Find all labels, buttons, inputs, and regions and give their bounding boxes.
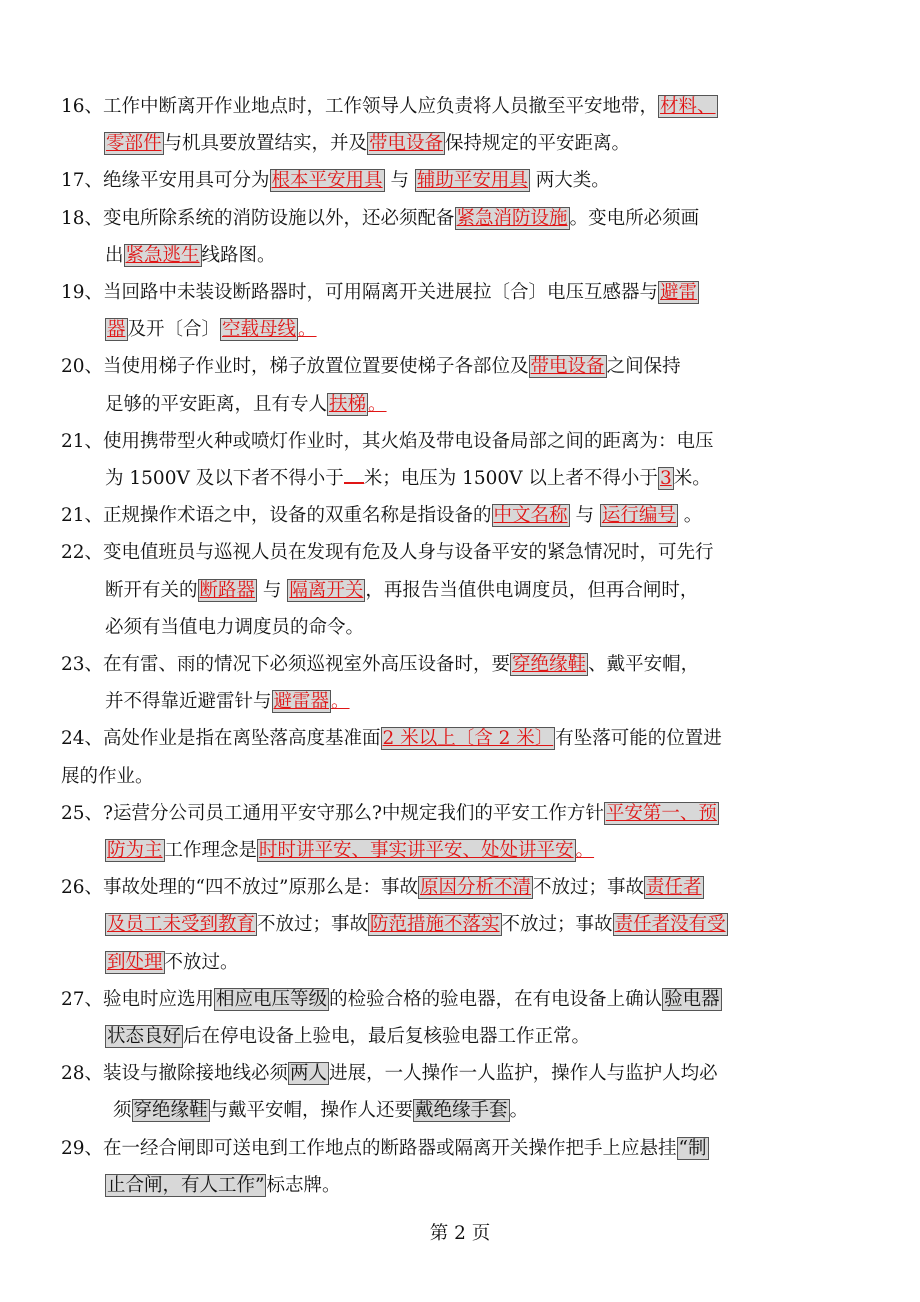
question-text: 17、绝缘平安用具可分为 [61, 170, 270, 192]
question-text: 。 [368, 393, 387, 415]
answer-box[interactable]: 断路器 [199, 579, 256, 601]
question-text: 16、工作中断离开作业地点时，工作领导人应负责将人员撤至平安地带， [61, 96, 659, 117]
answer-box[interactable]: 隔离开关 [289, 579, 364, 601]
answer-box[interactable]: 避雷 [660, 282, 698, 304]
question-text: 须 [113, 1100, 132, 1122]
answer-box[interactable]: 紧急逃生 [125, 244, 200, 266]
question-25-line2 [61, 832, 833, 869]
answer-box[interactable]: 止合闸，有人工作” [107, 1174, 265, 1196]
answer-box[interactable]: 运行编号 [601, 505, 676, 527]
question-text: 展的作业。 [61, 765, 154, 787]
question-21a [61, 423, 833, 460]
answer-box[interactable]: 材料、 [660, 96, 716, 117]
answer-box[interactable]: 穿绝缘鞋 [133, 1100, 208, 1122]
question-21b [61, 497, 833, 534]
question-text: 之间保持 [606, 356, 681, 378]
answer-box[interactable]: 空载母线 [222, 319, 297, 341]
answer-box[interactable]: 原因分析不清 [419, 877, 531, 899]
question-20-line2 [61, 386, 833, 423]
question-17 [61, 162, 833, 199]
question-text: 米。 [673, 468, 711, 490]
question-16 [61, 88, 833, 125]
answer-box[interactable]: 3 [659, 468, 672, 490]
answer-box[interactable]: “制 [678, 1137, 707, 1159]
question-24 [61, 720, 833, 757]
question-26 [61, 869, 833, 906]
question-text: 。 [683, 505, 703, 527]
question-text: 不放过；事故 [501, 914, 613, 936]
answer-box[interactable]: 扶梯 [329, 393, 367, 415]
answer-box[interactable]: 紧急消防设施 [456, 207, 568, 229]
question-text: 与 [262, 579, 282, 601]
question-text: 断开有关的 [105, 579, 198, 601]
answer-box[interactable]: 责任者没有受 [614, 914, 726, 936]
question-29-line2 [61, 1167, 833, 1204]
question-text: ，再报告当值供电调度员，但再合闸时， [365, 579, 699, 601]
document-body [61, 88, 833, 1204]
question-text: 并不得靠近避雷针与 [105, 691, 272, 713]
question-22-line3 [61, 609, 833, 646]
answer-box[interactable]: 责任者 [646, 877, 702, 899]
question-26-line2 [61, 906, 833, 943]
answer-box[interactable]: 零部件 [106, 133, 162, 155]
answer-box[interactable]: 辅助平安用具 [416, 170, 528, 192]
question-text: 线路图。 [201, 244, 276, 266]
question-24-line2 [61, 758, 833, 795]
answer-box[interactable]: 带电设备 [530, 356, 605, 378]
question-text: 21、正规操作术语之中，设备的双重名称是指设备的 [61, 505, 492, 527]
question-text: 。 [331, 691, 350, 713]
question-19 [61, 274, 833, 311]
answer-box[interactable]: 状态良好 [107, 1026, 182, 1048]
question-text: 两大类。 [535, 170, 610, 192]
answer-box[interactable]: 及员工未受到教育 [107, 914, 256, 936]
question-20 [61, 348, 833, 385]
question-23 [61, 646, 833, 683]
answer-box[interactable]: 戴绝缘手套 [415, 1100, 508, 1122]
answer-box[interactable]: 带电设备 [369, 133, 444, 155]
question-text: 28、装设与撤除接地线必须 [61, 1063, 289, 1085]
question-text: 18、变电所除系统的消防设施以外，还必须配备 [61, 207, 455, 229]
question-text: 26、事故处理的“四不放过”原那么是：事故 [61, 877, 418, 899]
question-text: 24、高处作业是指在离坠落高度基准面 [61, 728, 381, 750]
question-18 [61, 200, 833, 237]
question-text: 及开〔合〕 [127, 319, 221, 341]
question-25 [61, 795, 833, 832]
question-text: 出 [105, 244, 124, 266]
question-text: 保持规定的平安距离。 [445, 133, 631, 155]
answer-box[interactable]: 两人 [290, 1063, 328, 1085]
answer-box[interactable]: 时时讲平安、事实讲平安、处处讲平安 [259, 840, 574, 862]
question-text: 后在停电设备上验电，最后复核验电器工作正常。 [183, 1026, 591, 1048]
question-29 [61, 1130, 833, 1167]
question-text: 不放过。 [164, 951, 239, 973]
question-text: 与 [390, 170, 409, 192]
question-text: 不放过；事故 [532, 877, 644, 899]
question-text: 为 1500V 及以下者不得小于 [105, 468, 344, 490]
question-text: 22、变电值班员与巡视人员在发现有危及人身与设备平安的紧急情况时，可先行 [61, 542, 714, 564]
question-text: 29、在一经合闸即可送电到工作地点的断路器或隔离开关操作把手上应悬挂 [61, 1137, 677, 1159]
question-text: 米；电压为 1500V 以上者不得小于 [363, 468, 658, 490]
question-18-line2 [61, 237, 833, 274]
question-text: 27、验电时应选用 [61, 988, 215, 1010]
page-number: 第 2 页 [429, 1223, 491, 1244]
question-text: 进展，一人操作一人监护，操作人与监护人均必 [329, 1063, 718, 1085]
question-text: 与戴平安帽，操作人还要 [209, 1100, 414, 1122]
question-27 [61, 981, 833, 1018]
answer-box[interactable]: 2 米以上〔含 2 米〕 [382, 728, 554, 750]
question-text: 。 [509, 1100, 529, 1122]
question-text: 不放过；事故 [257, 914, 369, 936]
question-text: 19、当回路中未装设断路器时，可用隔离开关进展拉〔合〕电压互感器与 [61, 282, 659, 304]
answer-box[interactable]: 到处理 [107, 951, 163, 973]
question-text: 23、在有雷、雨的情况下必须巡视室外高压设备时，要 [61, 654, 511, 676]
question-22-line2 [61, 572, 833, 609]
question-text: 足够的平安距离，且有专人 [105, 393, 328, 415]
question-text: 。 [575, 840, 595, 862]
question-text: 的检验合格的验电器，在有电设备上确认 [329, 988, 663, 1010]
question-28-line2 [61, 1092, 833, 1129]
question-23-line2 [61, 683, 833, 720]
answer-box[interactable]: 根本平安用具 [271, 170, 383, 192]
question-text: 。变电所必须画 [569, 207, 700, 229]
question-text: 必须有当值电力调度员的命令。 [105, 616, 365, 638]
answer-box[interactable]: 平安第一、预 [605, 802, 717, 824]
question-16-line2 [61, 125, 833, 162]
answer-blank[interactable] [344, 464, 364, 485]
answer-box[interactable]: 穿绝缘鞋 [512, 654, 587, 676]
question-19-line2 [61, 311, 833, 348]
question-27-line2 [61, 1018, 833, 1055]
question-text: 25、?运营分公司员工通用平安守那么?中规定我们的平安工作方针 [61, 802, 604, 824]
question-22 [61, 534, 833, 571]
question-text: 标志牌。 [266, 1174, 341, 1196]
answer-box[interactable]: 防为主 [107, 840, 163, 862]
answer-box[interactable]: 防范措施不落实 [370, 914, 500, 936]
answer-box[interactable]: 避雷器 [273, 691, 330, 713]
answer-box[interactable]: 中文名称 [493, 505, 568, 527]
question-21a-line2 [61, 460, 833, 497]
question-text: 。 [298, 319, 317, 341]
answer-box[interactable]: 相应电压等级 [216, 988, 328, 1010]
question-text: 与 [575, 505, 594, 527]
question-text: 与机具要放置结实，并及 [163, 133, 368, 155]
question-text: 工作理念是 [164, 840, 258, 862]
answer-box[interactable]: 器 [107, 319, 126, 341]
question-text: 20、当使用梯子作业时，梯子放置位置要使梯子各部位及 [61, 356, 529, 378]
question-26-line3 [61, 944, 833, 981]
question-text: 、戴平安帽， [588, 654, 700, 676]
question-text: 有坠落可能的位置进 [555, 728, 722, 750]
answer-box[interactable]: 验电器 [664, 988, 720, 1010]
question-text: 21、使用携带型火种或喷灯作业时，其火焰及带电设备局部之间的距离为：电压 [61, 430, 714, 452]
question-28 [61, 1055, 833, 1092]
